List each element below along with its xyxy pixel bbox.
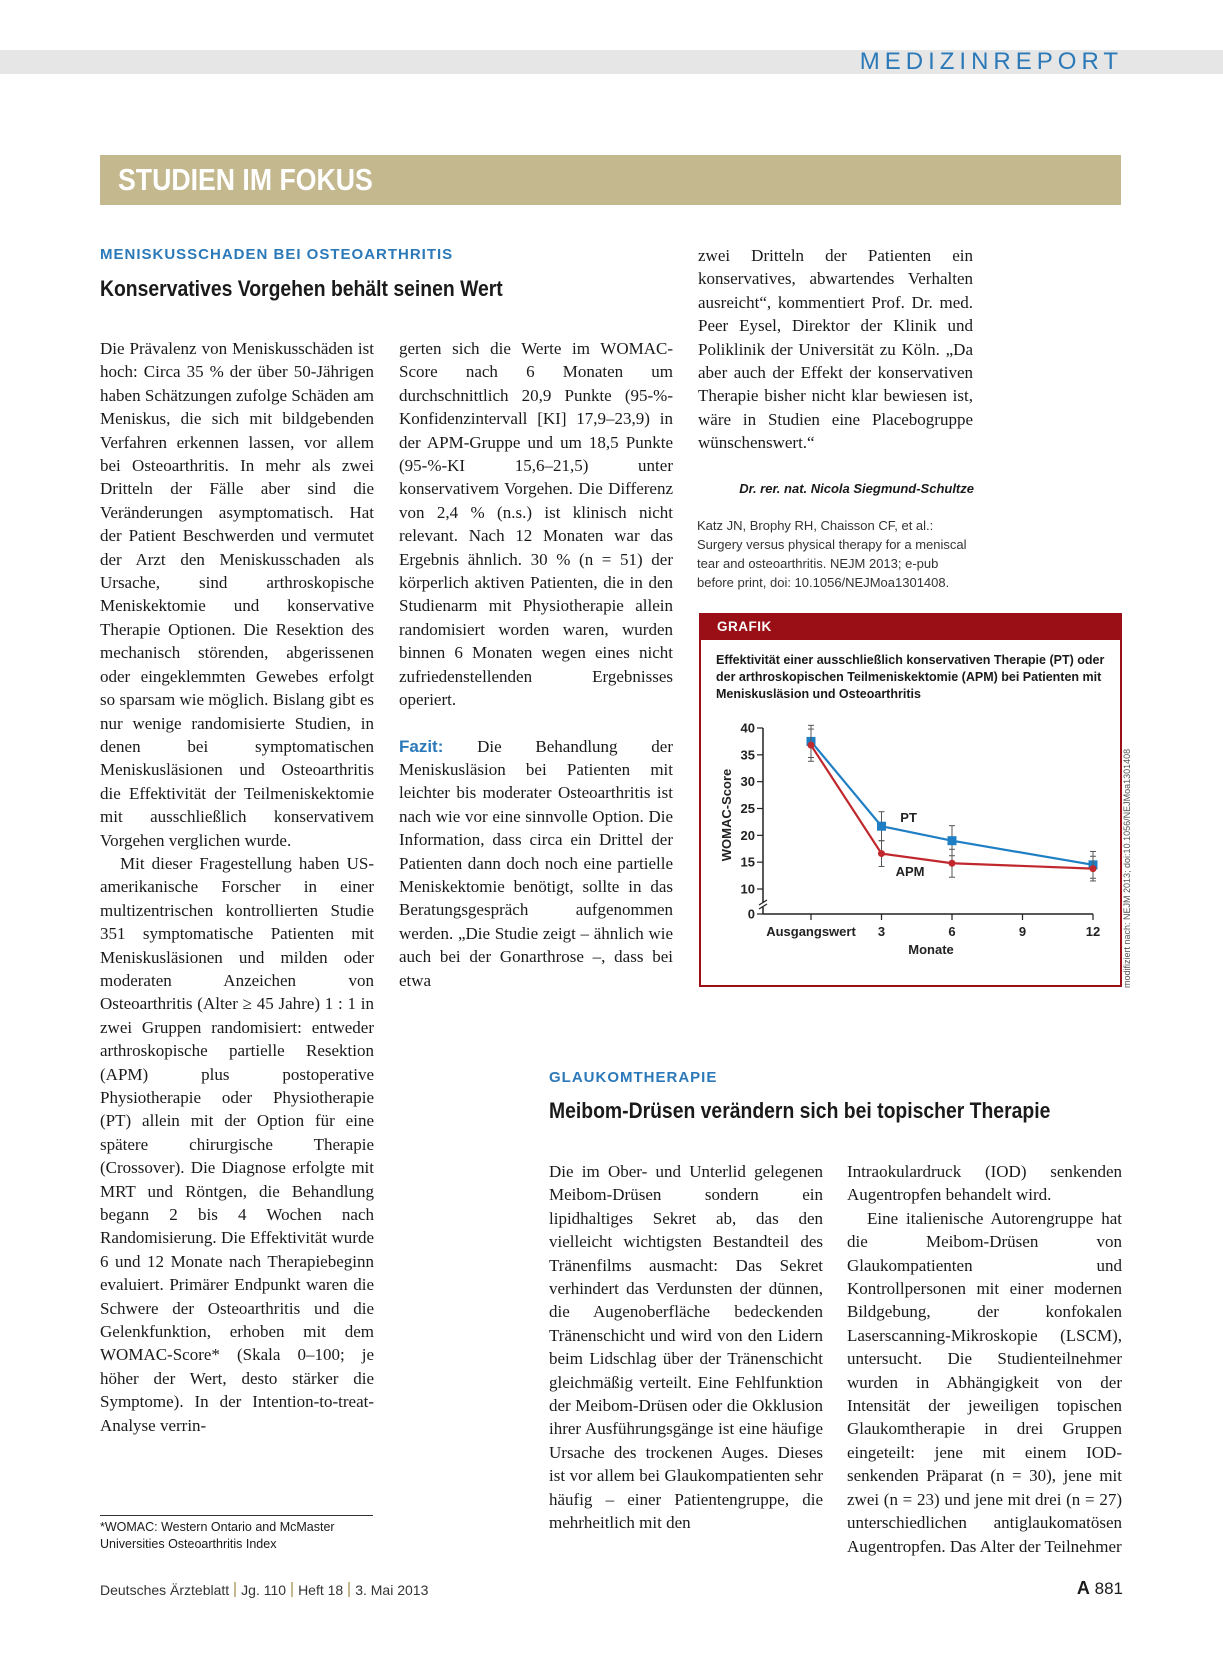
article2-kicker: GLAUKOMTHERAPIE [549,1069,718,1086]
data-point-pt [877,822,886,831]
y-tick-label: 10 [740,881,755,897]
article1-column-3 [698,244,973,455]
data-point-apm [949,860,956,867]
grafik-source-note: modifiziert nach: NEJM 2013; doi:10.1056/NEJMoa1301408 [1122,748,1132,988]
x-tick-label: 6 [948,924,956,939]
footer-issue: Heft 18 [298,1582,344,1598]
reference-citation: Katz JN, Brophy RH, Chaisson CF, et al.: Surgery versus physical therapy for a meniscal tear and osteoarthritis. NEJM 2013; e-pub before print, doi: 10.1056/NEJMoa1301408. [697,518,967,590]
grafik-label: GRAFIK [717,619,772,634]
x-tick-label: 12 [1085,924,1101,939]
footnote: *WOMAC: Western Ontario and McMaster Universities Osteoarthritis Index [100,1520,335,1551]
article1-paragraph: Mit dieser Fragestellung haben US-amerikanische Forscher in einer multizentrischen kontrollierten Studie 351 symptomatische Patienten mit Meniskusläsionen und milden oder moderaten Anzeichen von Osteoarthritis (Alter ≥ 45 Jahre) 1 : 1 in zwei Gruppen randomisiert: entweder arthroskopische partielle Resektion (APM) plus postoperative Physiotherapie oder Physiotherapie (PT) allein mit der Option für eine spätere chirurgische Therapie (Crossover). Die Diagnose erfolgte mit MRT und Röntgen, die Behandlung begann 2 bis 4 Wochen nach Randomisierung. Die Effektivität wurde 6 und 12 Monate nach Therapiebeginn evaluiert. Primärer Endpunkt waren die Schwere der Osteoarthritis und die Gelenkfunktion, erhoben mit dem WOMAC-Score* (Skala 0–100; je höher der Wert, desto stärker die Symptome). In der Intention-to-treat-Analyse verrin- [100,853,374,1435]
y-tick-label: 25 [740,801,755,816]
footer-volume: Jg. 110 [241,1582,287,1598]
y-tick-label: 40 [740,720,755,736]
fazit-paragraph [399,735,673,992]
footer-journal: Deutsches Ärzteblatt [100,1582,230,1598]
data-point-pt [948,836,957,845]
section-label: MEDIZINREPORT [859,48,1123,75]
author-byline: Dr. rer. nat. Nicola Siegmund-Schultze [739,481,974,496]
article2-title: Meibom-Drüsen verändern sich bei topischer Therapie [549,1098,1051,1123]
banner-title: STUDIEN IM FOKUS [118,162,373,197]
x-tick-label: 9 [1018,924,1027,939]
footer [100,1582,428,1598]
section-banner [100,155,1121,205]
footnote-divider [100,1515,373,1516]
x-tick-label: 3 [877,924,886,939]
series-label-pt: PT [900,809,917,825]
series-label-apm: APM [895,864,925,880]
article1-column-2 [399,337,673,992]
data-point-apm [808,742,815,749]
article1-title: Konservatives Vorgehen behält seinen Wert [100,276,503,301]
data-point-apm [878,850,885,857]
x-axis-label: Monate [908,942,954,957]
fazit-text: Die Behandlung der Meniskusläsion bei Patienten mit leichter bis moderater Osteoarthritis ist nach wie vor eine sinnvolle Option. Die Information, dass circa ein Drittel der Patienten dann doch noch eine partielle Meniskektomie benötigt, sollte in das Beratungsgespräch aufgenommen werden. „Die Studie zeigt – ähnlich wie auch bei der Gonarthrose –, dass bei etwa [399,736,673,990]
page-number [1077,1578,1123,1599]
article1-paragraph: gerten sich die Werte im WOMAC-Score nach 6 Monaten um durchschnittlich 20,9 Punkte (95-%-Konfidenzintervall [KI] 17,9–23,9) in der APM-Gruppe und um 18,5 Punkte (95-%-KI 15,6–21,5) unter konservativem Vorgehen. Die Differenz von 2,4 % (n.s.) ist klinisch nicht relevant. Nach 12 Monaten war das Ergebnis ähnlich. 30 % (n = 51) der körperlich aktiven Patienten, die in den Studienarm mit Physiotherapie allein randomisiert worden waren, wurden binnen 6 Monaten wegen eines nicht zufriedenstellenden Ergebnisses operiert. [399,339,673,710]
y-tick-label: 35 [740,747,755,763]
page-prefix: A [1076,1578,1090,1598]
data-point-apm [1090,865,1097,872]
grafik-box [699,613,1122,987]
fazit-label: Fazit: [399,736,444,756]
article2-paragraph: Intraokulardruck (IOD) senkenden Augentropfen behandelt wird. [847,1162,1122,1205]
article1-paragraph: Die Prävalenz von Meniskusschäden ist hoch: Circa 35 % der über 50-Jährigen haben Schätzungen zufolge Schäden am Meniskus, die sich mit bildgebenden Verfahren erkennen lassen, vor allem bei Osteoarthritis. In mehr als zwei Dritteln der Fälle aber sind die Veränderungen asymptomatisch. Hat der Patient Beschwerden und vermutet der Arzt den Meniskusschaden als Ursache, sind arthroskopische Meniskektomie und konservative Therapie Optionen. Die Resektion des mechanisch störenden, abgerissenen oder eingeklemmten Gewebes erfolgt so sparsam wie möglich. Bislang gibt es nur wenige randomisierte Studien, in denen bei symptomatischen Meniskusläsionen und Osteoarthritis die Effektivität der Teilmeniskektomie mit ausschließlich konservativem Vorgehen verglichen wurde. [100,339,374,850]
article1-column-1 [100,337,374,1437]
article2-paragraph: Die im Ober- und Unterlid gelegenen Meibom-Drüsen sondern ein lipidhaltiges Sekret ab, das den vielleicht wichtigsten Bestandteil des Tränenfilms ausmacht: Das Sekret verhindert das Verdunsten der dünnen, die Augenoberfläche bedeckenden Tränenschicht und wird von den Lidern beim Lidschlag über der Tränenschicht gleichmäßig verteilt. Eine Fehlfunktion der Meibom-Drüsen oder die Okklusion ihrer Ausführungsgänge ist eine häufige Ursache des trockenen Auges. Dieses ist vor allem bei Glaukompatienten sehr häufig – einer Patientengruppe, die mehrheitlich mit den [549,1162,823,1533]
womac-chart [701,615,1120,985]
article1-kicker: MENISKUSSCHADEN BEI OSTEOARTHRITIS [100,246,454,263]
article1-paragraph: zwei Dritteln der Patienten ein konservatives, abwartendes Verhalten ausreicht“, kommentiert Prof. Dr. med. Peer Eysel, Direktor der Klinik und Poliklinik der Universität zu Köln. „Da aber auch der Effekt der konservativen Therapie bisher nicht klar bewiesen ist, wäre in Studien eine Placebogruppe wünschenswert.“ [698,246,973,453]
article2-column-2 [847,1160,1122,1558]
y-tick-label: 30 [740,774,755,790]
y-tick-label: 20 [740,827,755,843]
article2-paragraph: Eine italienische Autorengruppe hat die Meibom-Drüsen von Glaukompatienten und Kontrollpersonen mit einer modernen Bildgebung, der konfokalen Laserscanning-Mikroskopie (LSCM), untersucht. Die Studienteilnehmer wurden in Abhängigkeit von der Intensität der jeweiligen topischen Glaukomtherapie in drei Gruppen eingeteilt: jene mit einem IOD-senkenden Präparat (n = 30), jene mit zwei (n = 23) und jene mit drei (n = 27) unterschiedlichen antiglaukomatösen Augentropfen. Das Alter der Teilnehmer [847,1208,1122,1556]
y-tick-label: 15 [740,854,755,870]
grafik-title: Effektivität einer ausschließlich konservativen Therapie (PT) oder der arthroskopischen Teilmeniskektomie (APM) bei Patienten mit Meniskusläsion und Osteoarthritis [716,653,1105,701]
article2-column-1 [549,1160,823,1535]
x-tick-label: Ausgangswert [766,924,856,939]
footer-date: 3. Mai 2013 [355,1582,429,1598]
y-tick-label: 0 [747,906,755,922]
page-number-value: 881 [1094,1579,1123,1598]
y-axis-label: WOMAC-Score [719,768,734,862]
